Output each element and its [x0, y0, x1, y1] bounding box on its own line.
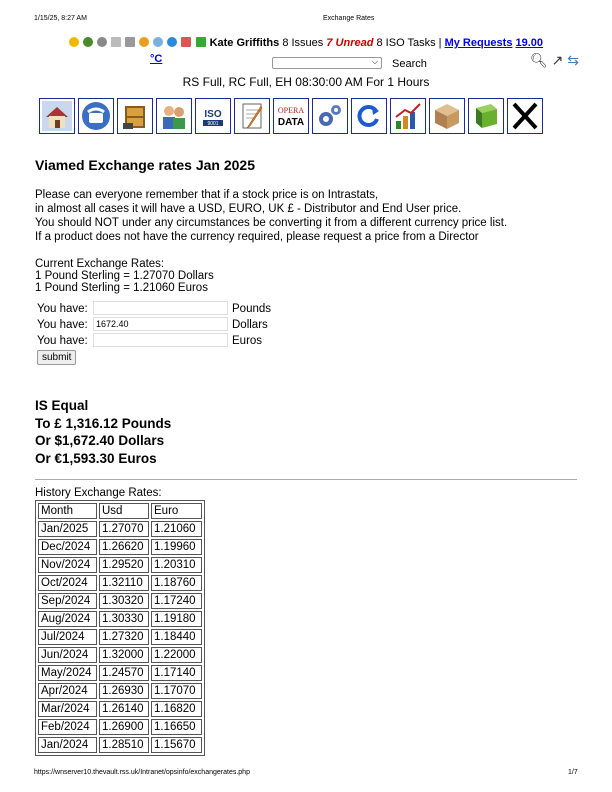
- usd-cell: 1.32000: [99, 647, 149, 663]
- data-label: DATA: [277, 117, 305, 128]
- euro-cell: 1.16820: [151, 701, 202, 717]
- table-row: [38, 665, 202, 681]
- print-datetime: 1/15/25, 8:27 AM: [34, 15, 87, 22]
- book-tile[interactable]: [468, 98, 504, 134]
- usd-cell: 1.26620: [99, 539, 149, 555]
- usd-cell: 1.26900: [99, 719, 149, 735]
- temperature-unit[interactable]: °C: [150, 53, 163, 65]
- current-rates-heading: Current Exchange Rates:: [35, 258, 165, 270]
- euro-cell: 1.22000: [151, 647, 202, 663]
- note-line: You should NOT under any circumstances be converting it from a different currency price list.: [35, 217, 508, 229]
- iso-tile[interactable]: [195, 98, 231, 134]
- help-icon[interactable]: [139, 37, 149, 47]
- divider: [35, 479, 577, 480]
- search-select[interactable]: [272, 57, 382, 69]
- close-tile[interactable]: [507, 98, 543, 134]
- euro-cell: 1.17070: [151, 683, 202, 699]
- month-cell: Jun/2024: [38, 647, 97, 663]
- note-line: in almost all cases it will have a USD, EURO, UK £ - Distributor and End User price.: [35, 203, 462, 215]
- table-row: [38, 593, 202, 609]
- phone-icon: [81, 101, 111, 131]
- table-row: [38, 521, 202, 537]
- external-link-icon[interactable]: ↗: [551, 52, 564, 68]
- rs-status-line: RS Full, RC Full, EH 08:30:00 AM For 1 Hours: [182, 75, 430, 89]
- search-label[interactable]: Search: [392, 58, 427, 70]
- usd-rate-line: 1 Pound Sterling = 1.27070 Dollars: [35, 270, 214, 282]
- copy-icon[interactable]: [125, 37, 135, 47]
- table-row: [38, 719, 202, 735]
- clock-icon[interactable]: [83, 37, 93, 47]
- table-row: [38, 611, 202, 627]
- euro-cell: 1.17140: [151, 665, 202, 681]
- user-name: Kate Griffiths: [209, 37, 280, 49]
- column-header: Euro: [151, 503, 202, 519]
- refresh-tile[interactable]: [351, 98, 387, 134]
- euro-cell: 1.15670: [151, 737, 202, 753]
- table-row: [38, 647, 202, 663]
- usd-cell: 1.28510: [99, 737, 149, 753]
- archive-icon: [120, 101, 150, 131]
- euro-cell: 1.19180: [151, 611, 202, 627]
- footer-page: 1/7: [568, 769, 578, 776]
- euro-cell: 1.17240: [151, 593, 202, 609]
- dollars-unit: Dollars: [232, 319, 268, 331]
- box-tile[interactable]: [429, 98, 465, 134]
- month-cell: Dec/2024: [38, 539, 97, 555]
- weather-icon[interactable]: [153, 37, 163, 47]
- usd-cell: 1.29520: [99, 557, 149, 573]
- users-tile[interactable]: [156, 98, 192, 134]
- phone-tile[interactable]: [78, 98, 114, 134]
- current-rates: [35, 258, 214, 294]
- home-icon: [42, 101, 72, 131]
- month-cell: Sep/2024: [38, 593, 97, 609]
- footer-url: https://wnserver10.thevault.rss.uk/Intranet/opsinfo/exchangerates.php: [34, 769, 250, 776]
- dollars-input[interactable]: 1672.40: [93, 317, 228, 331]
- month-cell: Jan/2025: [38, 521, 97, 537]
- month-cell: Mar/2024: [38, 701, 97, 717]
- history-heading: History Exchange Rates:: [35, 487, 162, 499]
- eur-rate-line: 1 Pound Sterling = 1.21060 Euros: [35, 282, 208, 294]
- document-edit-icon: [237, 101, 267, 131]
- iso-label: ISO: [204, 109, 222, 120]
- logout-icon[interactable]: ⇆: [567, 52, 580, 68]
- iso-icon: [198, 101, 228, 131]
- settings-tile[interactable]: [312, 98, 348, 134]
- month-cell: Apr/2024: [38, 683, 97, 699]
- refresh-icon: [354, 101, 384, 131]
- book-icon: [471, 101, 501, 131]
- euro-cell: 1.18760: [151, 575, 202, 591]
- usd-cell: 1.32110: [99, 575, 149, 591]
- euro-cell: 1.16650: [151, 719, 202, 735]
- table-row: [38, 683, 202, 699]
- opera-label: OPERA: [277, 106, 305, 115]
- table-header-row: [38, 503, 202, 519]
- users-icon: [159, 101, 189, 131]
- settings-gears-icon: [315, 101, 345, 131]
- usd-cell: 1.26930: [99, 683, 149, 699]
- close-icon: [510, 101, 540, 131]
- euro-cell: 1.20310: [151, 557, 202, 573]
- document-edit-tile[interactable]: [234, 98, 270, 134]
- table-row: [38, 539, 202, 555]
- pounds-unit: Pounds: [232, 303, 272, 315]
- table-row: [38, 701, 202, 717]
- iso-number: 9001: [207, 121, 219, 127]
- month-cell: Jan/2024: [38, 737, 97, 753]
- issues-count[interactable]: 8 Issues: [279, 37, 324, 49]
- column-header: Month: [38, 503, 97, 519]
- month-cell: Oct/2024: [38, 575, 97, 591]
- dollars-label: You have:: [37, 319, 88, 331]
- home-tile[interactable]: [39, 98, 75, 134]
- nav-icon-row: [39, 98, 543, 134]
- month-cell: Nov/2024: [38, 557, 97, 573]
- euros-input[interactable]: [93, 333, 228, 347]
- pounds-input[interactable]: [93, 301, 228, 315]
- temperature-value[interactable]: 19.00: [515, 37, 544, 49]
- print-doc-title: Exchange Rates: [323, 15, 375, 22]
- note-icon[interactable]: [181, 37, 191, 47]
- pounds-label: You have:: [37, 303, 88, 315]
- usd-cell: 1.26140: [99, 701, 149, 717]
- usd-cell: 1.27320: [99, 629, 149, 645]
- column-header: Usd: [99, 503, 149, 519]
- usd-cell: 1.27070: [99, 521, 149, 537]
- month-cell: Aug/2024: [38, 611, 97, 627]
- usd-cell: 1.24570: [99, 665, 149, 681]
- opera-data-icon: [276, 101, 306, 131]
- box-icon: [432, 101, 462, 131]
- table-row: [38, 629, 202, 645]
- submit-button[interactable]: submit: [37, 350, 76, 365]
- cloud-icon[interactable]: [167, 37, 177, 47]
- result-euros: Or €1,593.30 Euros: [35, 450, 157, 466]
- euros-unit: Euros: [232, 335, 263, 347]
- archive-tile[interactable]: [117, 98, 153, 134]
- month-cell: Jul/2024: [38, 629, 97, 645]
- chevron-down-icon: ⌵: [371, 57, 378, 66]
- table-row: [38, 737, 202, 753]
- result-line: IS Equal: [35, 398, 89, 413]
- table-row: [38, 557, 202, 573]
- chart-tile[interactable]: [390, 98, 426, 134]
- opera-data-tile[interactable]: [273, 98, 309, 134]
- note-line: If a product does not have the currency required, please request a price from a Director: [35, 231, 479, 243]
- my-requests-link[interactable]: My Requests: [444, 37, 513, 49]
- note-line: Please can everyone remember that if a stock price is on Intrastats,: [35, 189, 379, 201]
- euros-label: You have:: [37, 335, 88, 347]
- euro-cell: 1.19960: [151, 539, 202, 555]
- notes-block: [35, 188, 507, 244]
- user-status-bar: [0, 37, 612, 49]
- history-table: [35, 500, 205, 756]
- euro-cell: 1.18440: [151, 629, 202, 645]
- conversion-result: [35, 397, 171, 467]
- page-title: Viamed Exchange rates Jan 2025: [35, 157, 255, 173]
- chart-icon: [393, 101, 423, 131]
- table-row: [38, 575, 202, 591]
- money-icon[interactable]: [196, 37, 206, 47]
- euro-cell: 1.21060: [151, 521, 202, 537]
- usd-cell: 1.30330: [99, 611, 149, 627]
- unread-count[interactable]: 7 Unread: [326, 37, 374, 49]
- iso-tasks-count[interactable]: 8 ISO Tasks |: [376, 37, 442, 49]
- usd-cell: 1.30320: [99, 593, 149, 609]
- gear-icon[interactable]: [97, 37, 107, 47]
- month-cell: Feb/2024: [38, 719, 97, 735]
- month-cell: May/2024: [38, 665, 97, 681]
- top-right-icons: [530, 52, 579, 69]
- calendar-icon[interactable]: [111, 37, 121, 47]
- star-icon[interactable]: [69, 37, 79, 47]
- magnifier-icon[interactable]: 🔍︎: [530, 52, 548, 68]
- result-dollars: Or $1,672.40 Dollars: [35, 433, 165, 448]
- result-pounds: To £ 1,316.12 Pounds: [35, 415, 172, 431]
